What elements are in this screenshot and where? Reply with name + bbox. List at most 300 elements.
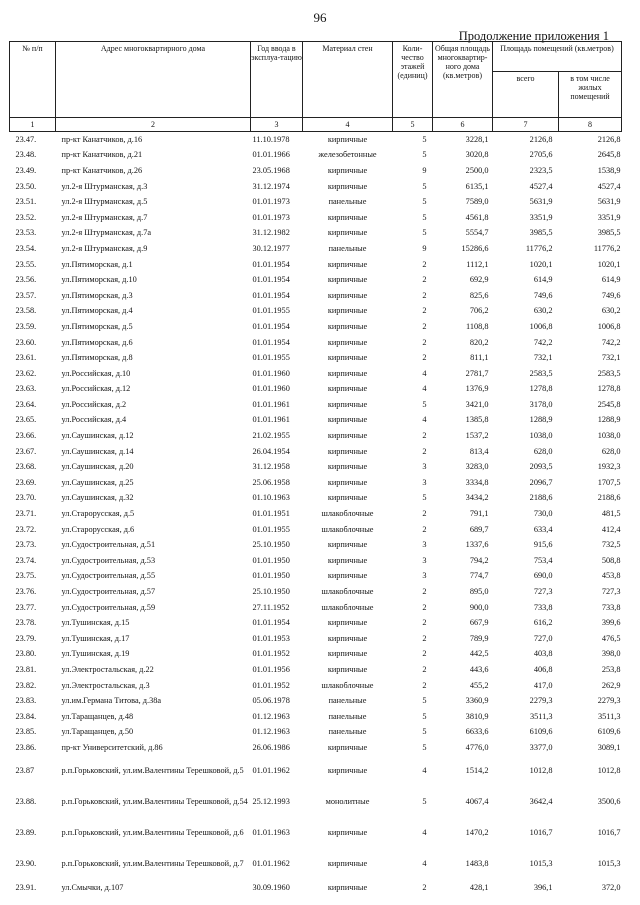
material-cell: кирпичные	[327, 399, 368, 409]
premises-area-cell: 6109,6	[529, 727, 553, 737]
premises-area-cell: 616,2	[533, 618, 553, 628]
header-floors: Коли-чество этажей (единиц)	[393, 42, 433, 118]
total-area-cell: 6135,1	[465, 181, 489, 191]
living-area-cell: 4527,4	[597, 181, 621, 191]
year-cell: 23.05.1968	[252, 165, 290, 175]
address-cell: пр-кт Канатчиков, д.26	[61, 165, 143, 175]
total-area-cell: 706,2	[469, 306, 489, 316]
table-row	[10, 209, 622, 225]
address-cell: ул.Судостроительная, д.59	[61, 602, 156, 612]
total-area-cell: 791,1	[469, 509, 489, 519]
total-area-cell: 689,7	[469, 524, 489, 534]
address-cell: ул.Саушинская, д.32	[61, 493, 134, 503]
total-area-cell: 774,7	[469, 571, 489, 581]
premises-area-cell: 614,9	[533, 275, 553, 285]
row-number: 23.76.	[15, 587, 37, 597]
total-area-cell: 1108,8	[465, 321, 489, 331]
living-area-cell: 1016,7	[597, 828, 621, 838]
material-cell: кирпичные	[327, 742, 368, 752]
living-area-cell: 1278,8	[597, 384, 621, 394]
premises-area-cell: 753,4	[533, 555, 553, 565]
year-cell: 30.09.1960	[252, 882, 290, 892]
row-number: 23.90.	[15, 859, 37, 869]
year-cell: 01.12.1963	[252, 711, 290, 721]
table-row	[10, 724, 622, 740]
premises-area-cell: 403,8	[533, 649, 553, 659]
address-cell: ул.Российская, д.10	[61, 368, 131, 378]
floors-cell: 5	[422, 212, 427, 222]
premises-area-cell: 633,4	[533, 524, 553, 534]
row-number: 23.72.	[15, 524, 37, 534]
row-number: 23.60.	[15, 337, 37, 347]
total-area-cell: 1112,1	[466, 259, 489, 269]
table-row	[10, 662, 622, 678]
table-row	[10, 631, 622, 647]
floors-cell: 2	[422, 306, 427, 316]
material-cell: кирпичные	[327, 321, 368, 331]
table-row	[10, 225, 622, 241]
living-area-cell: 481,5	[601, 509, 621, 519]
row-number: 23.87	[15, 766, 35, 776]
living-area-cell: 732,1	[601, 353, 621, 363]
address-cell: ул.Смычки, д.107	[61, 882, 124, 892]
material-cell: кирпичные	[327, 633, 368, 643]
row-number: 23.70.	[15, 493, 37, 503]
living-area-cell: 2279,3	[597, 696, 621, 706]
premises-area-cell: 732,1	[533, 353, 553, 363]
floors-cell: 9	[422, 165, 427, 175]
address-cell: ул.Таращанцев, д.48	[61, 711, 134, 721]
total-area-cell: 4561,8	[465, 212, 489, 222]
row-number: 23.89.	[15, 828, 37, 838]
total-area-cell: 6633,6	[465, 727, 489, 737]
living-area-cell: 2645,8	[597, 150, 621, 160]
material-cell: кирпичные	[327, 555, 368, 565]
premises-area-cell: 690,0	[533, 571, 553, 581]
total-area-cell: 3421,0	[465, 399, 489, 409]
premises-area-cell: 2583,5	[529, 368, 553, 378]
table-row	[10, 163, 622, 179]
address-cell: пр-кт Университетский, д.86	[61, 742, 163, 752]
material-cell: кирпичные	[327, 477, 368, 487]
table-row	[10, 848, 622, 879]
total-area-cell: 667,9	[469, 618, 489, 628]
premises-area-cell: 628,0	[533, 446, 553, 456]
premises-area-cell: 406,8	[533, 664, 553, 674]
column-number: 8	[559, 118, 622, 132]
floors-cell: 5	[422, 696, 427, 706]
floors-cell: 4	[422, 368, 427, 378]
year-cell: 01.01.1954	[252, 337, 290, 347]
floors-cell: 2	[422, 618, 427, 628]
table-row	[10, 786, 622, 817]
premises-area-cell: 2323,5	[529, 165, 553, 175]
address-cell: ул.2-я Штурманская, д.3	[61, 181, 148, 191]
floors-cell: 5	[422, 399, 427, 409]
total-area-cell: 789,9	[469, 633, 489, 643]
address-cell: ул.Судостроительная, д.51	[61, 540, 156, 550]
table-row	[10, 537, 622, 553]
total-area-cell: 820,2	[469, 337, 489, 347]
floors-cell: 2	[422, 337, 427, 347]
material-cell: кирпичные	[327, 181, 368, 191]
living-area-cell: 453,8	[601, 571, 621, 581]
premises-area-cell: 2126,8	[529, 135, 553, 145]
premises-area-cell: 1288,9	[529, 415, 553, 425]
year-cell: 01.01.1960	[252, 384, 290, 394]
floors-cell: 5	[422, 742, 427, 752]
premises-area-cell: 2096,7	[529, 477, 553, 487]
living-area-cell: 5631,9	[597, 197, 621, 207]
year-cell: 01.01.1963	[252, 828, 290, 838]
floors-cell: 5	[422, 135, 427, 145]
total-area-cell: 1514,2	[465, 766, 489, 776]
header-material: Материал стен	[303, 42, 393, 118]
table-row	[10, 879, 622, 895]
material-cell: кирпичные	[327, 368, 368, 378]
living-area-cell: 1038,0	[597, 431, 621, 441]
total-area-cell: 5554,7	[465, 228, 489, 238]
table-row	[10, 615, 622, 631]
premises-area-cell: 3511,3	[529, 711, 553, 721]
row-number: 23.65.	[15, 415, 37, 425]
column-number: 1	[10, 118, 56, 132]
address-cell: ул.Тушинская, д.17	[61, 633, 130, 643]
premises-area-cell: 1016,7	[529, 828, 553, 838]
year-cell: 01.01.1956	[252, 664, 290, 674]
living-area-cell: 1006,8	[597, 321, 621, 331]
row-number: 23.67.	[15, 446, 37, 456]
living-area-cell: 3511,3	[598, 711, 621, 721]
year-cell: 01.01.1951	[252, 509, 290, 519]
total-area-cell: 443,6	[469, 664, 489, 674]
row-number: 23.82.	[15, 680, 37, 690]
total-area-cell: 2500,0	[465, 165, 489, 175]
year-cell: 01.01.1961	[252, 399, 290, 409]
floors-cell: 2	[422, 664, 427, 674]
total-area-cell: 3228,1	[465, 135, 489, 145]
year-cell: 01.01.1950	[252, 571, 290, 581]
living-area-cell: 1707,5	[597, 477, 621, 487]
address-cell: ул.Российская, д.2	[61, 399, 127, 409]
table-row	[10, 381, 622, 397]
premises-area-cell: 1006,8	[529, 321, 553, 331]
living-area-cell: 11776,2	[593, 243, 621, 253]
material-cell: кирпичные	[327, 212, 368, 222]
address-cell: ул.Пятиморская, д.4	[61, 306, 133, 316]
total-area-cell: 3283,0	[465, 462, 489, 472]
material-cell: кирпичные	[327, 259, 368, 269]
floors-cell: 3	[422, 540, 427, 550]
address-cell: пр-кт Канатчиков, д.21	[61, 150, 143, 160]
row-number: 23.71.	[15, 509, 37, 519]
address-cell: р.п.Горьковский, ул.им.Валентины Терешковой, д.54	[61, 797, 248, 807]
address-cell: ул.Саушинская, д.25	[61, 477, 134, 487]
premises-area-cell: 2093,5	[529, 462, 553, 472]
year-cell: 01.01.1955	[252, 306, 290, 316]
total-area-cell: 813,4	[469, 446, 489, 456]
header-num: № п/п	[10, 42, 56, 118]
premises-area-cell: 727,0	[533, 633, 553, 643]
total-area-cell: 3434,2	[465, 493, 489, 503]
row-number: 23.78.	[15, 618, 37, 628]
address-cell: ул.Судостроительная, д.53	[61, 555, 156, 565]
floors-cell: 2	[422, 587, 427, 597]
total-area-cell: 4776,0	[465, 742, 489, 752]
floors-cell: 4	[422, 766, 427, 776]
premises-area-cell: 730,0	[533, 509, 553, 519]
floors-cell: 2	[422, 882, 427, 892]
row-number: 23.62.	[15, 368, 37, 378]
column-number-row	[10, 118, 622, 132]
floors-cell: 4	[422, 859, 427, 869]
address-cell: ул.им.Германа Титова, д.38а	[61, 696, 162, 706]
floors-cell: 3	[422, 571, 427, 581]
address-cell: ул.Тушинская, д.19	[61, 649, 130, 659]
living-area-cell: 2126,8	[597, 135, 621, 145]
header-year: Год ввода в эксплуа-тацию	[251, 42, 303, 118]
row-number: 23.66.	[15, 431, 37, 441]
premises-area-cell: 2188,6	[529, 493, 553, 503]
header-premises-residential: в том числе жилых помещений	[559, 71, 622, 117]
material-cell: шлакоблочные	[321, 509, 374, 519]
table-row	[10, 350, 622, 366]
total-area-cell: 3020,8	[465, 150, 489, 160]
address-cell: ул.2-я Штурманская, д.9	[61, 243, 148, 253]
material-cell: кирпичные	[327, 649, 368, 659]
floors-cell: 4	[422, 415, 427, 425]
address-cell: ул.Пятиморская, д.5	[61, 321, 133, 331]
address-cell: пр-кт Канатчиков, д.16	[61, 135, 143, 145]
living-area-cell: 476,5	[601, 633, 621, 643]
table-row	[10, 459, 622, 475]
row-number: 23.85.	[15, 727, 37, 737]
total-area-cell: 1337,6	[465, 540, 489, 550]
year-cell: 11.10.1978	[252, 135, 290, 145]
table-row	[10, 740, 622, 756]
living-area-cell: 3089,1	[597, 742, 621, 752]
total-area-cell: 1537,2	[465, 431, 489, 441]
premises-area-cell: 3642,4	[529, 797, 553, 807]
row-number: 23.57.	[15, 290, 37, 300]
material-cell: шлакоблочные	[321, 602, 374, 612]
address-cell: ул.Пятиморская, д.8	[61, 353, 133, 363]
premises-area-cell: 1278,8	[529, 384, 553, 394]
material-cell: панельные	[328, 696, 367, 706]
material-cell: кирпичные	[327, 431, 368, 441]
premises-area-cell: 3178,0	[529, 399, 553, 409]
living-area-cell: 412,4	[601, 524, 621, 534]
row-number: 23.64.	[15, 399, 37, 409]
row-number: 23.54.	[15, 243, 37, 253]
header-total-area: Общая площадь многоквартир-ного дома (кв.метров)	[433, 42, 493, 118]
material-cell: кирпичные	[327, 135, 368, 145]
row-number: 23.83.	[15, 696, 37, 706]
year-cell: 01.01.1960	[252, 368, 290, 378]
row-number: 23.55.	[15, 259, 37, 269]
row-number: 23.63.	[15, 384, 37, 394]
row-number: 23.47.	[15, 135, 37, 145]
year-cell: 27.11.1952	[252, 602, 290, 612]
total-area-cell: 428,1	[469, 882, 489, 892]
floors-cell: 5	[422, 797, 427, 807]
address-cell: р.п.Горьковский, ул.им.Валентины Терешковой, д.7	[61, 859, 244, 869]
floors-cell: 2	[422, 509, 427, 519]
address-cell: р.п.Горьковский, ул.им.Валентины Терешковой, д.5	[61, 766, 244, 776]
living-area-cell: 732,5	[601, 540, 621, 550]
premises-area-cell: 630,2	[533, 306, 553, 316]
total-area-cell: 895,0	[469, 587, 489, 597]
table-row	[10, 178, 622, 194]
premises-area-cell: 5631,9	[529, 197, 553, 207]
row-number: 23.91.	[15, 882, 37, 892]
year-cell: 01.01.1954	[252, 290, 290, 300]
premises-area-cell: 915,6	[533, 540, 553, 550]
material-cell: кирпичные	[327, 766, 368, 776]
premises-area-cell: 3377,0	[529, 742, 553, 752]
floors-cell: 2	[422, 602, 427, 612]
row-number: 23.53.	[15, 228, 37, 238]
floors-cell: 5	[422, 493, 427, 503]
row-number: 23.73.	[15, 540, 37, 550]
floors-cell: 2	[422, 353, 427, 363]
row-number: 23.74.	[15, 555, 37, 565]
material-cell: кирпичные	[327, 165, 368, 175]
column-number: 3	[251, 118, 303, 132]
floors-cell: 2	[422, 290, 427, 300]
premises-area-cell: 727,3	[533, 587, 553, 597]
row-number: 23.77.	[15, 602, 37, 612]
floors-cell: 2	[422, 680, 427, 690]
row-number: 23.56.	[15, 275, 37, 285]
year-cell: 01.01.1966	[252, 150, 290, 160]
year-cell: 01.01.1953	[252, 633, 290, 643]
table-row	[10, 677, 622, 693]
material-cell: кирпичные	[327, 384, 368, 394]
year-cell: 25.10.1950	[252, 587, 290, 597]
table-row	[10, 553, 622, 569]
floors-cell: 5	[422, 197, 427, 207]
premises-area-cell: 11776,2	[525, 243, 553, 253]
living-area-cell: 630,2	[601, 306, 621, 316]
address-cell: ул.Саушинская, д.20	[61, 462, 134, 472]
premises-area-cell: 4527,4	[529, 181, 553, 191]
living-area-cell: 6109,6	[597, 727, 621, 737]
address-cell: ул.Старорусская, д.6	[61, 524, 135, 534]
premises-area-cell: 742,2	[533, 337, 553, 347]
material-cell: железобетонные	[318, 150, 377, 160]
column-number: 7	[493, 118, 559, 132]
address-cell: ул.Пятиморская, д.3	[61, 290, 133, 300]
premises-area-cell: 1038,0	[529, 431, 553, 441]
table-row	[10, 272, 622, 288]
row-number: 23.86.	[15, 742, 37, 752]
table-row	[10, 490, 622, 506]
row-number: 23.49.	[15, 165, 37, 175]
living-area-cell: 2188,6	[597, 493, 621, 503]
year-cell: 31.12.1974	[252, 181, 290, 191]
row-number: 23.80.	[15, 649, 37, 659]
table-row	[10, 132, 622, 148]
table-row	[10, 397, 622, 413]
living-area-cell: 372,0	[601, 882, 621, 892]
table-row	[10, 521, 622, 537]
address-cell: ул.Таращанцев, д.50	[61, 727, 134, 737]
address-cell: ул.Российская, д.4	[61, 415, 127, 425]
year-cell: 01.01.1952	[252, 680, 290, 690]
year-cell: 01.01.1954	[252, 259, 290, 269]
table-row	[10, 319, 622, 335]
material-cell: монолитные	[325, 797, 370, 807]
table-row	[10, 646, 622, 662]
year-cell: 01.01.1955	[252, 353, 290, 363]
premises-area-cell: 1020,1	[529, 259, 553, 269]
living-area-cell: 1538,9	[597, 165, 621, 175]
material-cell: кирпичные	[327, 882, 368, 892]
material-cell: кирпичные	[327, 828, 368, 838]
header-premises-all: всего	[493, 71, 559, 117]
header-premises-area: Площадь помещений (кв.метров)	[493, 42, 622, 72]
table-row	[10, 568, 622, 584]
year-cell: 01.01.1955	[252, 524, 290, 534]
floors-cell: 5	[422, 228, 427, 238]
table-row	[10, 708, 622, 724]
material-cell: кирпичные	[327, 228, 368, 238]
year-cell: 01.12.1963	[252, 727, 290, 737]
floors-cell: 5	[422, 727, 427, 737]
living-area-cell: 398,0	[601, 649, 621, 659]
table-row	[10, 428, 622, 444]
premises-area-cell: 417,0	[533, 680, 553, 690]
total-area-cell: 442,5	[469, 649, 489, 659]
year-cell: 30.12.1977	[252, 243, 290, 253]
material-cell: кирпичные	[327, 618, 368, 628]
floors-cell: 5	[422, 181, 427, 191]
material-cell: кирпичные	[327, 353, 368, 363]
table-row	[10, 443, 622, 459]
address-cell: ул.Российская, д.12	[61, 384, 131, 394]
address-cell: ул.Пятиморская, д.6	[61, 337, 133, 347]
total-area-cell: 825,6	[469, 290, 489, 300]
floors-cell: 2	[422, 524, 427, 534]
floors-cell: 2	[422, 446, 427, 456]
living-area-cell: 628,0	[601, 446, 621, 456]
table-row	[10, 303, 622, 319]
row-number: 23.51.	[15, 197, 37, 207]
living-area-cell: 3351,9	[597, 212, 621, 222]
row-number: 23.61.	[15, 353, 37, 363]
total-area-cell: 692,9	[469, 275, 489, 285]
address-cell: ул.Саушинская, д.14	[61, 446, 134, 456]
premises-area-cell: 749,6	[533, 290, 553, 300]
material-cell: кирпичные	[327, 571, 368, 581]
floors-cell: 5	[422, 711, 427, 721]
premises-area-cell: 2705,6	[529, 150, 553, 160]
living-area-cell: 614,9	[601, 275, 621, 285]
total-area-cell: 1376,9	[465, 384, 489, 394]
total-area-cell: 1385,8	[465, 415, 489, 425]
living-area-cell: 1288,9	[597, 415, 621, 425]
total-area-cell: 3334,8	[465, 477, 489, 487]
material-cell: кирпичные	[327, 859, 368, 869]
table-row	[10, 334, 622, 350]
year-cell: 31.12.1958	[252, 462, 290, 472]
material-cell: кирпичные	[327, 275, 368, 285]
address-cell: ул.2-я Штурманская, д.7	[61, 212, 148, 222]
living-area-cell: 742,2	[601, 337, 621, 347]
floors-cell: 3	[422, 555, 427, 565]
total-area-cell: 4067,4	[465, 797, 489, 807]
